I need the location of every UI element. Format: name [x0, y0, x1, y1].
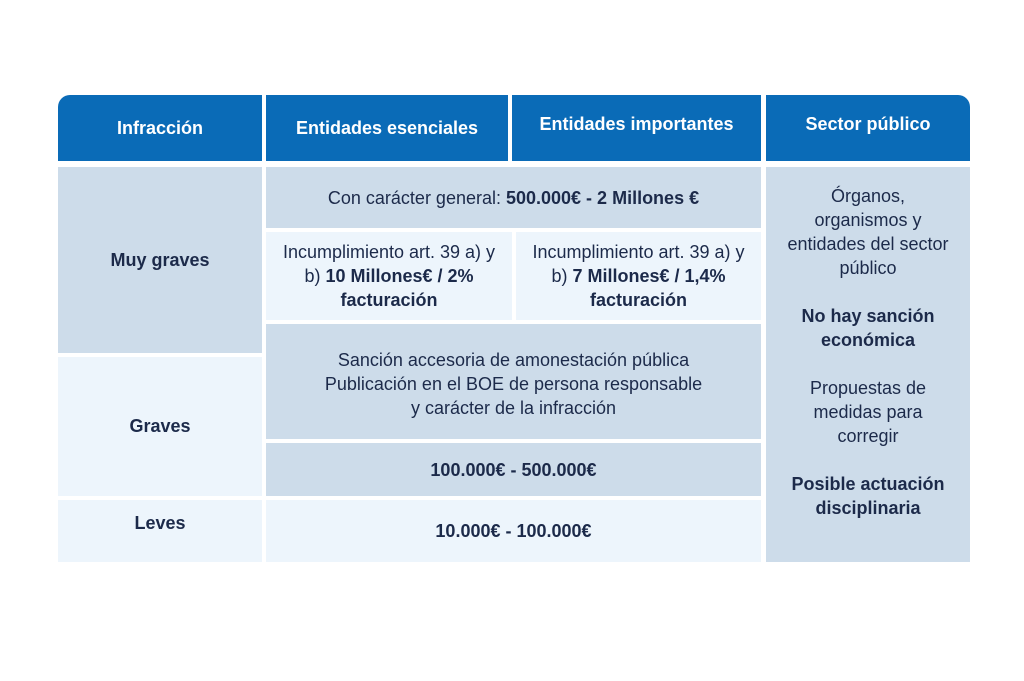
- graves-amount-text: 100.000€ - 500.000€: [430, 459, 597, 480]
- muy-graves-label: Muy graves: [110, 249, 210, 270]
- header-entidades-esenciales: [266, 95, 508, 161]
- muy-graves-esenciales: [266, 232, 512, 320]
- sector-propuestas: Propuestas de medidas para corregir: [809, 378, 927, 446]
- importantes-prefix: Incumplimiento art. 39 a) y b): [532, 242, 745, 286]
- importantes-amount: 7 Millones€ / 1,4% facturación: [572, 266, 726, 310]
- graves-label: Graves: [129, 416, 191, 436]
- muy-graves-general: [266, 167, 761, 228]
- header-infraccion-label: Infracción: [116, 117, 204, 138]
- sector-actuacion: Posible actuación disciplinaria: [791, 474, 945, 518]
- header-infraccion: [58, 95, 262, 161]
- leves-amount-text: 10.000€ - 100.000€: [435, 521, 592, 541]
- esenciales-prefix: Incumplimiento art. 39 a) y b): [282, 242, 496, 286]
- esenciales-text: [282, 240, 496, 312]
- esenciales-amount: 10 Millones€ / 2% facturación: [325, 266, 474, 310]
- general-prefix: Con carácter general:: [327, 187, 506, 208]
- header-sector-publico-label: Sector público: [805, 114, 931, 134]
- sector-no-sancion: No hay sanción económica: [801, 306, 935, 350]
- leves-amount: [266, 500, 761, 562]
- header-esenciales-label: Entidades esenciales: [295, 117, 479, 138]
- general-amount: 500.000€ - 2 Millones €: [505, 187, 700, 208]
- sancion-accesoria: [266, 324, 761, 439]
- row-label-leves: [58, 500, 262, 562]
- header-sector-publico: [766, 95, 970, 161]
- row-label-muy-graves: [58, 167, 262, 353]
- importantes-text: [532, 240, 745, 312]
- muy-graves-importantes: [516, 232, 761, 320]
- header-importantes-label: Entidades importantes: [539, 114, 734, 134]
- header-entidades-importantes: [512, 95, 761, 161]
- accesoria-line-1: Sanción accesoria de amonestación pública: [337, 350, 690, 370]
- sector-organos: Órganos, organismos y entidades del sector público: [787, 186, 949, 278]
- graves-amount: [266, 443, 761, 496]
- muy-graves-general-text: [328, 186, 699, 210]
- sector-publico-cell: [766, 167, 970, 562]
- accesoria-line-3: y carácter de la infracción: [410, 398, 617, 418]
- accesoria-line-2: Publicación en el BOE de persona responsable: [324, 374, 703, 394]
- leves-label: Leves: [134, 513, 186, 533]
- row-label-graves: [58, 357, 262, 496]
